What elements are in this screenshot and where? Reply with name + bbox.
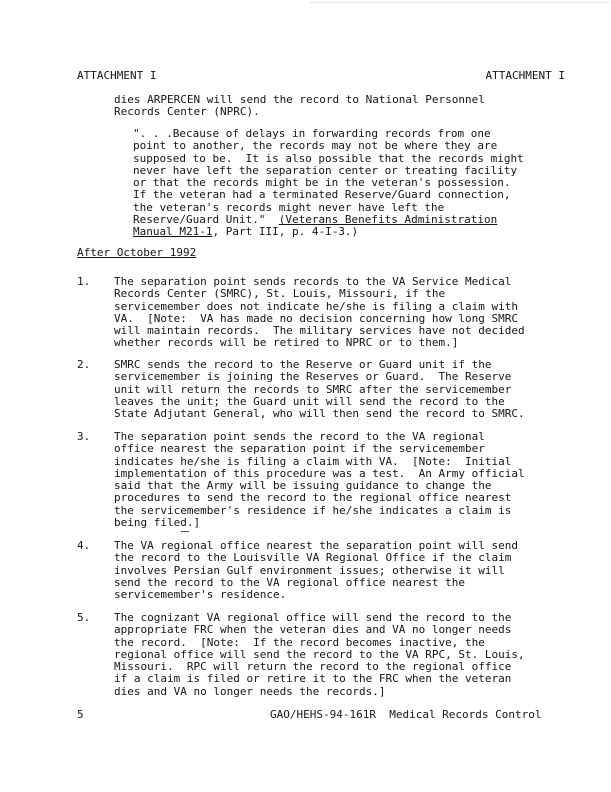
list-item-number: 2. — [77, 358, 91, 371]
list-item-line: being filed.] — [114, 516, 201, 530]
list-item-line: VA. [Note: VA has made no decision concerning how long SMRC — [114, 311, 518, 325]
list-item-number: 4. — [77, 539, 91, 552]
quote-line: If the veteran had a terminated Reserve/Guard connection, — [133, 188, 511, 202]
quote-line: ". . .Because of delays in forwarding records from one — [133, 127, 491, 140]
list-item-line: appropriate FRC when the veteran dies and VA no longer needs — [114, 623, 512, 637]
list-item-body — [114, 276, 584, 350]
block-quote — [133, 128, 588, 239]
list-item-line: servicemember's residence. — [114, 588, 287, 602]
list-item-line: office nearest the separation point if the servicemember — [114, 442, 485, 456]
list-item-line: the record. [Note: If the record becomes inactive, the — [114, 635, 485, 649]
quote-line: supposed to be. It is also possible that the records might — [133, 151, 524, 165]
list-item-line: the servicemember's residence if he/she indicates a claim is — [114, 503, 512, 517]
list-item-line: SMRC sends the record to the Reserve or Guard unit if the — [114, 358, 492, 371]
list-item-number: 5. — [77, 611, 91, 624]
citation-reference: , Part III, p. 4-I-3.) — [212, 225, 359, 239]
scan-artifact-line — [310, 2, 610, 3]
continuation-line: dies ARPERCEN will send the record to National Personnel — [114, 93, 485, 106]
quote-line: point to another, the records may not be where they are — [133, 139, 498, 153]
list-item-line: State Adjutant General, who will then send the record to SMRC. — [114, 407, 525, 421]
list-item-line: The separation point sends the record to the VA regional — [114, 430, 485, 443]
quote-line: or that the records might be in the veteran's possession. — [133, 176, 511, 190]
list-item-line: The VA regional office nearest the separation point will send — [114, 539, 518, 552]
list-item-line: implementation of this procedure was a test. An Army official — [114, 466, 525, 480]
list-item-line: indicates he/she is filing a claim with VA. [Note: Initial — [114, 454, 512, 468]
citation-manual-name: Manual M21-1 — [133, 225, 213, 239]
header-right: ATTACHMENT I — [485, 69, 565, 82]
list-item-line: if a claim is filed or retire it to the FRC when the veteran — [114, 672, 512, 686]
list-item-line: The cognizant VA regional office will send the record to the — [114, 611, 512, 624]
header-left: ATTACHMENT I — [77, 69, 157, 82]
list-item-line: dies and VA no longer needs the records.] — [114, 684, 386, 698]
continuation-paragraph — [114, 94, 584, 119]
continuation-line: Records Center (NPRC). — [114, 105, 260, 119]
quote-line: the veteran's records might never have left the — [133, 200, 445, 214]
list-item-line: unit will return the records to SMRC after the servicemember — [114, 382, 512, 396]
list-item-line: Missouri. RPC will return the record to the regional office — [114, 660, 512, 674]
list-item-line: servicemember does not indicate he/she is filing a claim with — [114, 299, 518, 313]
list-item-line: the record to the Louisville VA Regional Office if the claim — [114, 551, 512, 565]
list-item-line: involves Persian Gulf environment issues; otherwise it will — [114, 563, 505, 577]
list-item-line: servicemember is joining the Reserves or Guard. The Reserve — [114, 370, 512, 384]
list-item-number: 1. — [77, 275, 91, 288]
list-item-line: leaves the unit; the Guard unit will send the record to the — [114, 394, 505, 408]
list-item-line: will maintain records. The military services have not decided — [114, 324, 525, 338]
list-item-line: procedures to send the record to the regional office nearest — [114, 491, 512, 505]
report-number: GAO/HEHS-94-161R Medical Records Control — [270, 708, 542, 721]
section-heading: After October 1992 — [77, 246, 197, 259]
list-item-line: Records Center (SMRC), St. Louis, Missouri, if the — [114, 287, 446, 301]
quote-line: never have left the separation center or treating facility — [133, 163, 518, 177]
list-item-body — [114, 612, 584, 698]
list-item-body — [114, 359, 584, 420]
quote-last-text: Reserve/Guard Unit." — [133, 213, 279, 227]
list-item-line: regional office will send the record to the VA RPC, St. Louis, — [114, 647, 525, 661]
stray-mark — [181, 531, 189, 532]
citation-source-title: (Veterans Benefits Administration — [278, 213, 498, 227]
list-item-line: said that the Army will be issuing guidance to change the — [114, 479, 492, 493]
list-item-line: The separation point sends records to the VA Service Medical — [114, 275, 512, 288]
list-item-body — [114, 431, 584, 529]
list-item-line: send the record to the VA regional office nearest the — [114, 575, 465, 589]
list-item-body — [114, 540, 584, 601]
quote-citation-line — [133, 226, 588, 238]
list-item-line: whether records will be retired to NPRC or to them.] — [114, 336, 459, 350]
list-item-number: 3. — [77, 430, 91, 443]
page-number: 5 — [77, 708, 84, 721]
